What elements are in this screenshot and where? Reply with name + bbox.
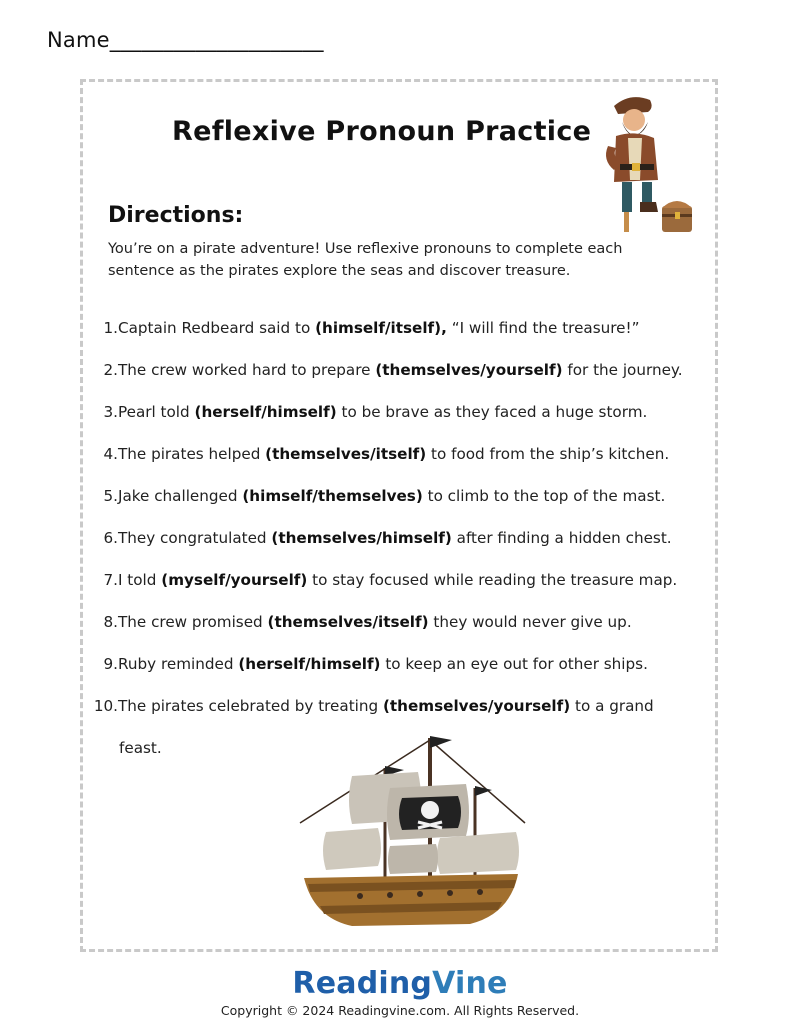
question-text: Captain Redbeard said to bbox=[118, 319, 316, 337]
question-text: Ruby reminded bbox=[118, 655, 239, 673]
pronoun-choices: (themselves/yourself) bbox=[382, 697, 571, 715]
question-number: 7. bbox=[103, 571, 118, 589]
question-number: 9. bbox=[103, 655, 118, 673]
pronoun-choices: (themselves/yourself) bbox=[375, 361, 563, 379]
question-number: 5. bbox=[103, 487, 118, 505]
directions-heading: Directions: bbox=[108, 203, 244, 228]
question-text-end: to food from the ship’s kitchen. bbox=[426, 445, 670, 463]
question-item bbox=[88, 439, 718, 481]
question-text-end: to keep an eye out for other ships. bbox=[380, 655, 648, 673]
pirate-ship-illustration bbox=[290, 728, 535, 933]
pirate-illustration bbox=[592, 90, 702, 242]
question-text: The crew worked hard to prepare bbox=[118, 361, 376, 379]
pronoun-choices: (themselves/himself) bbox=[271, 529, 452, 547]
question-item bbox=[88, 313, 718, 355]
worksheet-title: Reflexive Pronoun Practice bbox=[172, 116, 592, 147]
question-text-end: “I will find the treasure!” bbox=[446, 319, 640, 337]
question-text: The pirates helped bbox=[118, 445, 266, 463]
question-continuation: feast. bbox=[119, 739, 162, 757]
question-item bbox=[88, 397, 718, 439]
question-text: Pearl told bbox=[118, 403, 195, 421]
question-text-end: to climb to the top of the mast. bbox=[422, 487, 666, 505]
pronoun-choices: (myself/yourself) bbox=[161, 571, 308, 589]
pronoun-choices: (themselves/itself) bbox=[267, 613, 429, 631]
question-text-end: they would never give up. bbox=[428, 613, 632, 631]
question-item bbox=[88, 523, 718, 565]
logo-text-reading: Reading bbox=[292, 966, 433, 1001]
question-text: The pirates celebrated by treating bbox=[118, 697, 383, 715]
question-text: The crew promised bbox=[118, 613, 268, 631]
question-number: 6. bbox=[103, 529, 118, 547]
question-item bbox=[88, 481, 718, 523]
question-number: 1. bbox=[103, 319, 118, 337]
directions-text: You’re on a pirate adventure! Use reflexive pronouns to complete each sentence as the pirates explore the seas and discover treasure. bbox=[108, 241, 623, 279]
question-item bbox=[88, 355, 718, 397]
readingvine-logo bbox=[0, 966, 800, 1001]
question-text: They congratulated bbox=[118, 529, 272, 547]
question-text: I told bbox=[118, 571, 162, 589]
question-number: 8. bbox=[103, 613, 118, 631]
pronoun-choices: (himself/itself), bbox=[315, 319, 447, 337]
pronoun-choices: (herself/himself) bbox=[238, 655, 381, 673]
logo-text-vine: Vine bbox=[432, 966, 508, 1001]
pronoun-choices: (himself/themselves) bbox=[242, 487, 423, 505]
question-list bbox=[88, 313, 718, 763]
question-text-end: to a grand bbox=[570, 697, 654, 715]
question-number: 3. bbox=[103, 403, 118, 421]
question-number: 4. bbox=[103, 445, 118, 463]
question-text-end: for the journey. bbox=[562, 361, 683, 379]
question-text: Jake challenged bbox=[118, 487, 243, 505]
question-number: 2. bbox=[103, 361, 118, 379]
question-item bbox=[88, 565, 718, 607]
pronoun-choices: (themselves/itself) bbox=[265, 445, 427, 463]
question-item bbox=[88, 649, 718, 691]
question-text-end: to be brave as they faced a huge storm. bbox=[336, 403, 648, 421]
name-field-label: Name____________________ bbox=[47, 28, 324, 52]
question-text-end: to stay focused while reading the treasure map. bbox=[307, 571, 678, 589]
question-number: 10. bbox=[93, 697, 118, 715]
copyright-notice: Copyright © 2024 Readingvine.com. All Rights Reserved. bbox=[220, 1003, 580, 1018]
question-item bbox=[88, 607, 718, 649]
pronoun-choices: (herself/himself) bbox=[194, 403, 337, 421]
question-text-end: after finding a hidden chest. bbox=[451, 529, 672, 547]
